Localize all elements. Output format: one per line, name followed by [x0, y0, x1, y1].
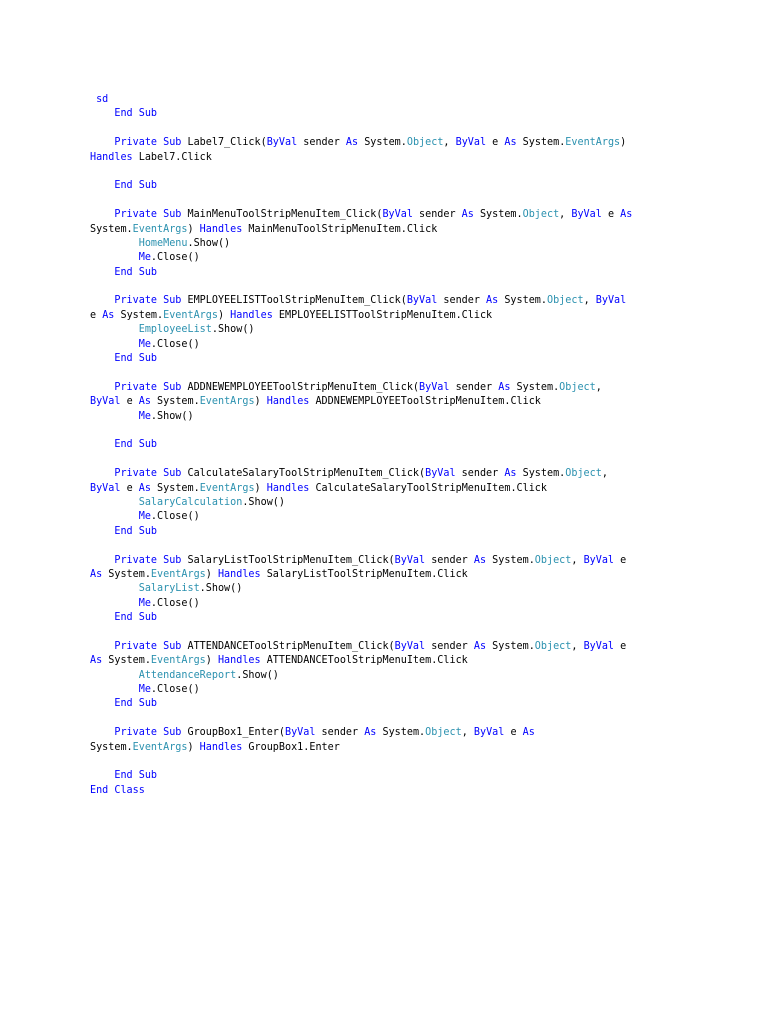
text-token: e	[120, 394, 139, 408]
text-token: System.	[473, 207, 523, 221]
code-line	[90, 740, 642, 754]
keyword-token: sd	[90, 92, 109, 105]
keyword-token: ByVal	[595, 293, 627, 307]
text-token: )	[205, 566, 218, 580]
keyword-token: End Sub	[90, 178, 158, 192]
keyword-token: End Sub	[90, 768, 158, 782]
text-token: e	[614, 638, 627, 652]
code-line	[90, 178, 642, 192]
type-token: Object	[546, 293, 584, 307]
code-line	[90, 92, 642, 106]
keyword-token: Private Sub	[90, 552, 182, 566]
text-token	[90, 250, 139, 263]
code-line	[90, 351, 642, 365]
text-token: sender	[437, 293, 487, 307]
keyword-token: Me	[138, 682, 151, 696]
text-token: System.	[114, 307, 164, 321]
code-line	[90, 653, 642, 667]
keyword-token: As	[345, 135, 359, 149]
text-token: ATTENDANCEToolStripMenuItem.Click	[260, 653, 468, 667]
text-token: System.	[102, 566, 151, 580]
keyword-token: End Sub	[90, 610, 158, 624]
text-token: ADDNEWEMPLOYEEToolStripMenuItem_Click(	[181, 379, 420, 393]
type-token: EventArgs	[150, 653, 206, 667]
keyword-token: Private Sub	[90, 293, 182, 307]
text-token: .Close()	[150, 682, 200, 696]
keyword-token: End Sub	[90, 696, 158, 710]
text-token: ,	[559, 207, 572, 221]
text-token: SalaryListToolStripMenuItem.Click	[260, 566, 468, 580]
text-token: .Show()	[242, 494, 285, 508]
code-line	[90, 466, 642, 480]
text-token: ,	[571, 638, 584, 652]
text-token	[90, 322, 139, 335]
code-line	[90, 682, 642, 696]
text-token: System.	[358, 135, 407, 149]
text-token: .Close()	[150, 336, 200, 350]
code-line	[90, 524, 642, 538]
code-line	[90, 668, 642, 682]
keyword-token: ByVal	[583, 552, 615, 566]
code-line	[90, 394, 642, 408]
code-line	[90, 481, 642, 495]
code-line	[90, 783, 642, 797]
text-token: System.	[150, 480, 200, 494]
keyword-token: As	[498, 379, 511, 393]
keyword-token: As	[504, 466, 517, 480]
text-token: )	[254, 394, 267, 408]
keyword-token: Me	[138, 336, 151, 350]
keyword-token: Me	[138, 250, 151, 264]
keyword-token: As	[90, 566, 103, 580]
type-token: EventArgs	[565, 135, 621, 149]
text-token: sender	[449, 379, 499, 393]
code-line	[90, 768, 642, 782]
code-line	[90, 236, 642, 250]
text-token: MainMenuToolStripMenuItem_Click(	[181, 207, 383, 221]
type-token: Object	[534, 552, 572, 566]
blank-line	[90, 193, 642, 207]
keyword-token: ByVal	[382, 207, 413, 221]
text-token: .Show()	[150, 408, 194, 422]
code-line	[90, 495, 642, 509]
text-token: System.	[90, 221, 133, 235]
text-token: System.	[516, 466, 566, 480]
code-line	[90, 696, 642, 710]
keyword-token: End Sub	[90, 264, 158, 278]
text-token: ,	[583, 293, 596, 307]
text-token: .Show()	[211, 322, 255, 336]
text-token	[90, 495, 139, 508]
text-token: GroupBox1_Enter(	[181, 725, 285, 739]
code-line	[90, 222, 642, 236]
type-token: EventArgs	[132, 221, 188, 235]
keyword-token: Private Sub	[90, 135, 182, 149]
text-token: )	[217, 307, 231, 321]
text-token: ,	[595, 379, 602, 393]
text-token: EMPLOYEELISTToolStripMenuItem_Click(	[181, 293, 407, 307]
keyword-token: ByVal	[419, 379, 450, 393]
text-token: ,	[461, 725, 474, 739]
keyword-token: Me	[138, 595, 151, 609]
text-token: System.	[516, 135, 566, 149]
type-token: AttendanceReport	[138, 667, 237, 681]
keyword-token: Private Sub	[90, 638, 182, 652]
text-token: System.	[90, 739, 133, 753]
keyword-token: Handles	[199, 221, 243, 235]
keyword-token: Handles	[217, 566, 261, 580]
keyword-token: ByVal	[425, 466, 456, 480]
type-token: SalaryList	[138, 581, 200, 595]
keyword-token: Handles	[230, 307, 273, 321]
keyword-token: End Sub	[90, 351, 158, 365]
code-line	[90, 207, 642, 221]
keyword-token: Private Sub	[90, 725, 182, 739]
text-token: e	[504, 725, 523, 739]
blank-line	[90, 365, 642, 379]
type-token: EventArgs	[150, 566, 206, 580]
keyword-token: ByVal	[455, 135, 487, 149]
type-token: EventArgs	[199, 480, 255, 494]
keyword-token: As	[504, 135, 517, 149]
blank-line	[90, 754, 642, 768]
text-token: sender	[425, 552, 474, 566]
text-token: .Close()	[150, 595, 200, 609]
code-line	[90, 106, 642, 120]
text-token: MainMenuToolStripMenuItem.Click	[242, 221, 438, 235]
text-token: CalculateSalaryToolStripMenuItem_Click(	[181, 466, 426, 480]
text-token: System.	[150, 394, 200, 408]
keyword-token: As	[522, 725, 535, 739]
type-token: Object	[425, 725, 462, 739]
text-token: ,	[571, 552, 584, 566]
code-line	[90, 553, 642, 567]
text-token	[90, 581, 139, 594]
text-token: )	[187, 739, 200, 753]
code-line	[90, 293, 642, 307]
keyword-token: ByVal	[406, 293, 438, 307]
text-token: System.	[486, 638, 535, 652]
text-token	[90, 668, 139, 681]
blank-line	[90, 624, 642, 638]
text-token: .Close()	[150, 250, 200, 264]
text-token: .Show()	[187, 235, 231, 249]
code-line	[90, 567, 642, 581]
code-line	[90, 308, 642, 322]
keyword-token: Private Sub	[90, 466, 182, 480]
blank-line	[90, 121, 642, 135]
code-line	[90, 581, 642, 595]
type-token: EmployeeList	[138, 322, 212, 336]
keyword-token: Handles	[266, 480, 310, 494]
text-token	[90, 596, 139, 609]
keyword-token: As	[473, 638, 487, 652]
text-token: )	[254, 480, 267, 494]
keyword-token: Private Sub	[90, 207, 182, 221]
type-token: Object	[565, 466, 602, 480]
keyword-token: Me	[138, 509, 151, 523]
blank-line	[90, 164, 642, 178]
code-line	[90, 150, 642, 164]
text-token: .Show()	[199, 581, 243, 595]
text-token: e	[601, 207, 621, 221]
text-token: Label7.Click	[132, 149, 212, 163]
keyword-token: As	[364, 725, 377, 739]
text-token: ,	[443, 135, 456, 149]
type-token: SalaryCalculation	[138, 494, 243, 508]
code-line	[90, 322, 642, 336]
keyword-token: ByVal	[266, 135, 298, 149]
keyword-token: ByVal	[284, 725, 316, 739]
text-token	[90, 509, 139, 522]
keyword-token: As	[90, 653, 103, 667]
keyword-token: ByVal	[90, 480, 121, 494]
keyword-token: ByVal	[571, 207, 602, 221]
code-line	[90, 610, 642, 624]
keyword-token: Private Sub	[90, 379, 182, 393]
type-token: Object	[534, 638, 572, 652]
text-token: ADDNEWEMPLOYEEToolStripMenuItem.Click	[309, 394, 541, 408]
type-token: Object	[559, 379, 596, 393]
text-token: System.	[102, 653, 151, 667]
type-token: EventArgs	[199, 394, 255, 408]
blank-line	[90, 538, 642, 552]
keyword-token: End Sub	[90, 437, 158, 451]
keyword-token: End Sub	[90, 106, 158, 120]
text-token: System.	[376, 725, 426, 739]
text-token: sender	[315, 725, 365, 739]
keyword-token: Me	[138, 408, 151, 422]
text-token: )	[620, 135, 627, 149]
text-token	[90, 236, 139, 249]
text-token: SalaryListToolStripMenuItem_Click(	[181, 552, 395, 566]
text-token	[90, 337, 139, 350]
keyword-token: ByVal	[473, 725, 505, 739]
keyword-token: As	[473, 552, 487, 566]
text-token: e	[90, 307, 103, 321]
text-token: e	[486, 135, 505, 149]
text-token: CalculateSalaryToolStripMenuItem.Click	[309, 480, 547, 494]
type-token: Object	[406, 135, 444, 149]
keyword-token: As	[620, 207, 633, 221]
text-token: GroupBox1.Enter	[242, 739, 340, 753]
blank-line	[90, 423, 642, 437]
text-token: Label7_Click(	[181, 135, 267, 149]
keyword-token: As	[102, 307, 115, 321]
code-line	[90, 725, 642, 739]
code-line	[90, 250, 642, 264]
code-line	[90, 639, 642, 653]
keyword-token: End Class	[90, 782, 145, 796]
text-token: )	[187, 221, 200, 235]
blank-line	[90, 711, 642, 725]
keyword-token: Handles	[217, 653, 261, 667]
text-token: .Show()	[236, 667, 279, 681]
keyword-token: ByVal	[583, 638, 615, 652]
keyword-token: End Sub	[90, 523, 158, 537]
text-token: e	[120, 480, 139, 494]
blank-line	[90, 452, 642, 466]
keyword-token: As	[138, 394, 151, 408]
code-line	[90, 596, 642, 610]
text-token: EMPLOYEELISTToolStripMenuItem.Click	[272, 307, 493, 321]
text-token: System.	[486, 552, 535, 566]
text-token: )	[205, 653, 218, 667]
code-line	[90, 437, 642, 451]
code-listing	[90, 92, 642, 797]
text-token: System.	[510, 379, 560, 393]
keyword-token: ByVal	[90, 394, 121, 408]
keyword-token: Handles	[266, 394, 310, 408]
code-line	[90, 409, 642, 423]
text-token	[90, 682, 139, 695]
text-token: ,	[601, 466, 608, 480]
type-token: Object	[522, 207, 560, 221]
text-token: sender	[297, 135, 346, 149]
text-token	[90, 409, 139, 422]
code-line	[90, 380, 642, 394]
code-line	[90, 509, 642, 523]
keyword-token: Handles	[90, 149, 133, 163]
keyword-token: ByVal	[394, 638, 426, 652]
keyword-token: As	[138, 480, 151, 494]
type-token: HomeMenu	[138, 235, 188, 249]
keyword-token: Handles	[199, 739, 243, 753]
text-token: sender	[412, 207, 462, 221]
text-token: ATTENDANCEToolStripMenuItem_Click(	[181, 638, 395, 652]
code-line	[90, 265, 642, 279]
text-token: sender	[425, 638, 474, 652]
text-token: sender	[455, 466, 505, 480]
text-token: .Close()	[150, 509, 200, 523]
code-line	[90, 337, 642, 351]
type-token: EventArgs	[163, 307, 218, 321]
keyword-token: As	[461, 207, 474, 221]
code-line	[90, 135, 642, 149]
text-token: System.	[498, 293, 547, 307]
keyword-token: As	[486, 293, 499, 307]
keyword-token: ByVal	[394, 552, 426, 566]
type-token: EventArgs	[132, 739, 188, 753]
blank-line	[90, 279, 642, 293]
text-token: e	[614, 552, 627, 566]
